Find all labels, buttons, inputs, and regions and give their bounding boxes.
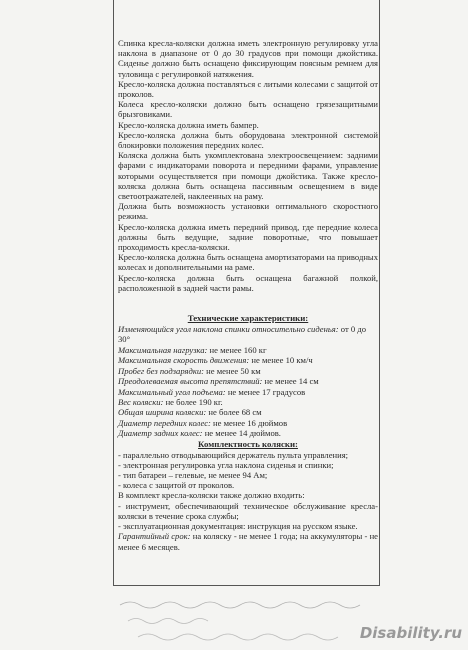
requirement-item: Кресло-коляска должна быть оснащена амортизаторами на приводных колесах и дополнительными на раме. [118, 252, 378, 273]
spec-label: Максимальная нагрузка: [118, 344, 208, 355]
kit-item: - колеса с защитой от проколов. [118, 480, 235, 491]
kit-item: - электронная регулировка угла наклона сиденья и спинки; [118, 459, 334, 470]
spec-value: не более 68 см [206, 407, 262, 418]
kit-item: - параллельно отводывающийся держатель пульта управления; [118, 449, 349, 460]
requirement-item: Кресло-коляска должна быть оборудована электронной системой блокировки положения передних колес. [118, 129, 378, 151]
spec-label: Диаметр задних колес: [118, 428, 203, 439]
kit-heading: Комплектность коляски: [198, 438, 298, 449]
spec-row [118, 345, 378, 355]
requirements-list [118, 0, 378, 293]
spec-label: Общая ширина коляски: [118, 407, 207, 418]
spec-row [118, 418, 378, 428]
requirement-item: Кресло-коляска должна быть оснащена багажной полкой, расположенной в задней части рамы. [118, 272, 378, 293]
spec-label: Диаметр передних колес: [118, 417, 211, 428]
handwritten-note [118, 593, 388, 646]
table-border-bottom [113, 585, 380, 586]
requirement-item: Кресло-коляска должна иметь передний привод, где передние колеса должны быть ведущие, задние поворотные, что повышает проходимость кресла-коляски. [118, 221, 378, 253]
requirement-item: Кресло-коляска должна поставляться с литыми колесами с защитой от проколов. [118, 78, 378, 100]
spec-label: Вес коляски: [118, 396, 164, 407]
kit-item: - инструмент, обеспечивающий техническое обслуживание кресла-коляски в течение срока службы; [118, 500, 378, 521]
spec-value: от 0 до 30° [118, 324, 367, 345]
requirement-item: Кресло-коляска должна иметь бампер. [118, 119, 259, 130]
tech-heading: Технические характеристики: [187, 313, 309, 324]
spec-row [118, 387, 378, 397]
requirements-column [118, 0, 378, 552]
table-border-right [379, 0, 380, 586]
spec-row [118, 366, 378, 376]
spec-label: Максимальная скорость движения: [118, 355, 250, 366]
table-border-left [113, 0, 114, 586]
requirement-item: Спинка кресла-коляски должна иметь электронную регулировку угла наклона в диапазоне от 0 до 30 градусов при помощи джойстика. Сиденье должно быть оснащено фиксирующим поясным ремнем для туловища с регулировкой натяжения. [118, 38, 378, 79]
spec-value: не менее 14 дюймов. [202, 428, 281, 439]
warranty-label: Гарантийный срок: [118, 531, 191, 542]
spec-row [118, 355, 378, 365]
tech-specs [118, 324, 378, 438]
spec-value: не менее 14 см [262, 376, 319, 387]
kit-item: В комплект кресла-коляски также должно входить: [118, 490, 305, 501]
spec-row [118, 324, 378, 345]
warranty [118, 531, 378, 552]
spec-value: не менее 10 км/ч [249, 355, 313, 366]
requirement-item: Должна быть возможность установки оптимального скоростного режима. [118, 201, 378, 222]
spec-label: Преодолеваемая высота препятствий: [118, 376, 263, 387]
requirement-item: Коляска должна быть укомплектована электроосвещением: задними фарами с индикаторами поворота и передними фарами, управление которыми осуществляется при помощи джойстика. Также кресло-коляска должна быть оснащена пассивным освещением в виде светоотражателей, наклеенных на раму. [118, 150, 378, 202]
spec-value: не менее 17 градусов [225, 386, 306, 397]
requirement-item: Колеса кресло-коляски должно быть оснащено грязезащитными брызговиками. [118, 99, 378, 120]
spec-label: Максимальный угол подъема: [118, 386, 226, 397]
spec-value: не менее 160 кг [207, 344, 267, 355]
spec-value: не более 190 кг. [163, 396, 223, 407]
spec-row [118, 428, 378, 438]
spec-row [118, 407, 378, 417]
spec-row [118, 376, 378, 386]
spec-label: Пробег без подзарядки: [118, 365, 205, 376]
watermark-logo: Disability.ru [359, 624, 462, 642]
spec-row [118, 397, 378, 407]
spec-value: не менее 16 дюймов [210, 417, 288, 428]
kit-item: - тип батареи – гелевые, не менее 94 Ам; [118, 469, 268, 480]
warranty-value: на коляску - не менее 1 года; на аккумуляторы - не менее 6 месяцев. [118, 531, 379, 552]
kit-item: - эксплуатационная документация: инструкция на русском языке. [118, 520, 358, 531]
kit-list [118, 450, 378, 532]
spec-value: не менее 50 км [204, 365, 261, 376]
spec-label: Изменяющийся угол наклона спинки относительно сиденья: [118, 324, 339, 335]
